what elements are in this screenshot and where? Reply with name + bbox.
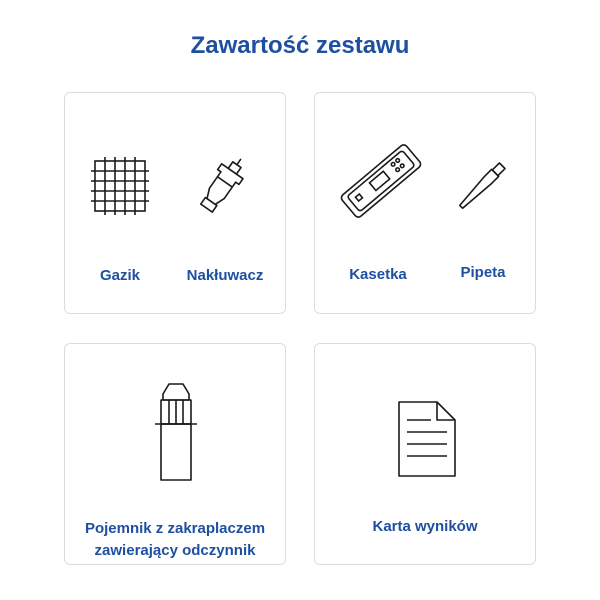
item-label-pojemnik: Pojemnik z zakraplaczem zawierający odczynnik — [84, 520, 266, 559]
gauze-icon — [91, 157, 149, 215]
item-label-kasetka: Kasetka — [349, 266, 407, 283]
item-label-karta: Karta wyników — [372, 518, 478, 535]
item-label-naklucacz: Nakłuwacz — [186, 267, 264, 284]
item-label-pipeta: Pipeta — [460, 264, 506, 281]
lancet-icon — [187, 151, 257, 221]
card-result-sheet — [314, 343, 536, 565]
card-cassette-pipette — [314, 92, 536, 314]
pipette-icon — [449, 155, 513, 219]
test-cassette-icon — [333, 141, 429, 221]
dropper-bottle-icon — [151, 382, 201, 482]
page-title: Zawartość zestawu — [190, 32, 410, 59]
card-dropper-bottle — [64, 343, 286, 565]
card-gauze-lancet — [64, 92, 286, 314]
item-label-gazik: Gazik — [99, 267, 141, 284]
document-icon — [397, 400, 457, 478]
